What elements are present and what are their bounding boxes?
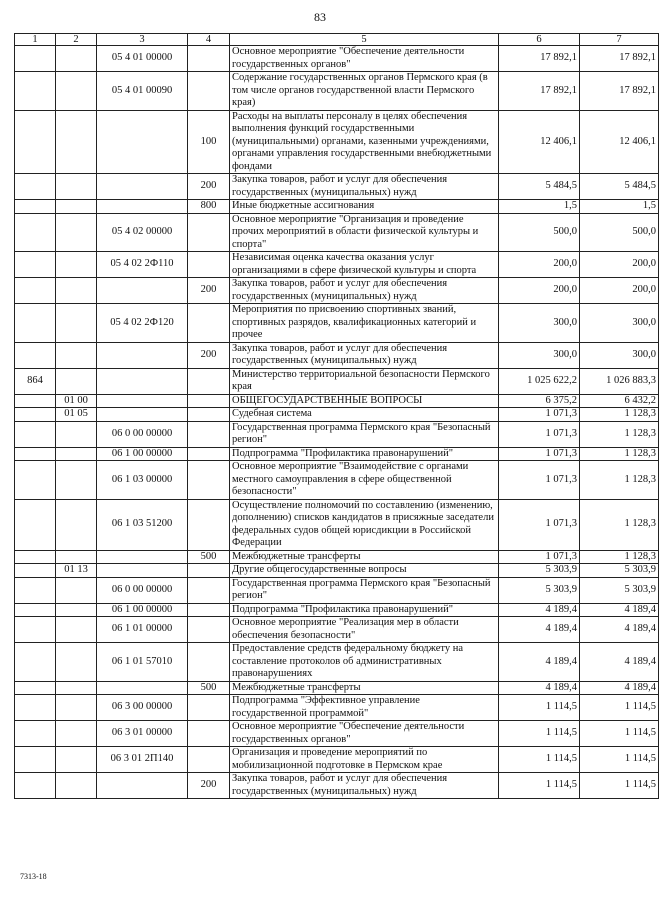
section-cell: [56, 499, 97, 550]
table-row: [15, 252, 659, 278]
name-cell: Основное мероприятие "Реализация мер в области обеспечения безопасности": [230, 617, 499, 643]
name-cell: Мероприятия по присвоению спортивных званий, спортивных разрядов, квалификационных категорий и прочее: [230, 304, 499, 343]
amount-cell: 1 128,3: [580, 421, 659, 447]
target-article-cell: 06 0 00 00000: [97, 421, 188, 447]
table-row: [15, 421, 659, 447]
chapter-cell: [15, 110, 56, 174]
expense-type-cell: [188, 603, 230, 617]
section-cell: [56, 447, 97, 461]
target-article-cell: 06 3 00 00000: [97, 695, 188, 721]
amount-cell: 5 303,9: [580, 564, 659, 578]
section-cell: [56, 213, 97, 252]
amount-cell: 1 114,5: [499, 721, 580, 747]
page-number: 83: [314, 10, 326, 24]
table-row: [15, 304, 659, 343]
name-cell: Закупка товаров, работ и услуг для обеспечения государственных (муниципальных) нужд: [230, 773, 499, 799]
amount-cell: 12 406,1: [580, 110, 659, 174]
expense-type-cell: [188, 721, 230, 747]
chapter-cell: [15, 421, 56, 447]
chapter-cell: [15, 603, 56, 617]
target-article-cell: [97, 550, 188, 564]
amount-cell: 4 189,4: [499, 603, 580, 617]
name-cell: Основное мероприятие "Организация и проведение прочих мероприятий в области физической культуры и спорта": [230, 213, 499, 252]
name-cell: Подпрограмма "Эффективное управление государственной программой": [230, 695, 499, 721]
target-article-cell: [97, 174, 188, 200]
table-row: [15, 174, 659, 200]
expense-type-cell: 200: [188, 278, 230, 304]
target-article-cell: 06 1 03 00000: [97, 461, 188, 500]
chapter-cell: [15, 342, 56, 368]
section-cell: [56, 368, 97, 394]
section-cell: 01 00: [56, 394, 97, 408]
target-article-cell: 06 1 03 51200: [97, 499, 188, 550]
amount-cell: 4 189,4: [499, 643, 580, 682]
name-cell: ОБЩЕГОСУДАРСТВЕННЫЕ ВОПРОСЫ: [230, 394, 499, 408]
amount-cell: 1 128,3: [580, 550, 659, 564]
table-row: [15, 617, 659, 643]
amount-cell: 1 026 883,3: [580, 368, 659, 394]
amount-cell: 5 303,9: [499, 577, 580, 603]
section-cell: [56, 421, 97, 447]
chapter-cell: [15, 46, 56, 72]
amount-cell: 200,0: [580, 252, 659, 278]
amount-cell: 1 071,3: [499, 499, 580, 550]
amount-cell: 1 128,3: [580, 461, 659, 500]
table-row: [15, 564, 659, 578]
table-row: [15, 643, 659, 682]
expense-type-cell: [188, 408, 230, 422]
amount-cell: 300,0: [580, 304, 659, 343]
amount-cell: 1 071,3: [499, 421, 580, 447]
chapter-cell: [15, 174, 56, 200]
chapter-cell: [15, 304, 56, 343]
amount-cell: 1 114,5: [499, 695, 580, 721]
column-header: 2: [56, 34, 97, 46]
amount-cell: 1,5: [580, 200, 659, 214]
table-row: [15, 110, 659, 174]
expense-type-cell: [188, 394, 230, 408]
chapter-cell: [15, 617, 56, 643]
name-cell: Закупка товаров, работ и услуг для обеспечения государственных (муниципальных) нужд: [230, 174, 499, 200]
section-cell: [56, 252, 97, 278]
table-row: [15, 577, 659, 603]
name-cell: Министерство территориальной безопасности Пермского края: [230, 368, 499, 394]
section-cell: [56, 747, 97, 773]
amount-cell: 5 484,5: [580, 174, 659, 200]
expense-type-cell: 100: [188, 110, 230, 174]
table-row: [15, 342, 659, 368]
amount-cell: 500,0: [499, 213, 580, 252]
target-article-cell: 06 1 01 57010: [97, 643, 188, 682]
table-header-row: [15, 34, 659, 46]
amount-cell: 4 189,4: [580, 617, 659, 643]
chapter-cell: [15, 447, 56, 461]
amount-cell: 200,0: [580, 278, 659, 304]
chapter-cell: [15, 213, 56, 252]
amount-cell: 200,0: [499, 278, 580, 304]
column-header: 1: [15, 34, 56, 46]
expense-type-cell: [188, 617, 230, 643]
target-article-cell: 05 4 02 00000: [97, 213, 188, 252]
name-cell: Независимая оценка качества оказания услуг организациями в сфере физической культуры и спорта: [230, 252, 499, 278]
chapter-cell: [15, 773, 56, 799]
section-cell: 01 13: [56, 564, 97, 578]
expense-type-cell: 800: [188, 200, 230, 214]
name-cell: Межбюджетные трансферты: [230, 550, 499, 564]
amount-cell: 17 892,1: [580, 46, 659, 72]
amount-cell: 1 071,3: [499, 408, 580, 422]
table-row: [15, 368, 659, 394]
name-cell: Другие общегосударственные вопросы: [230, 564, 499, 578]
section-cell: [56, 342, 97, 368]
table-row: [15, 550, 659, 564]
section-cell: [56, 200, 97, 214]
table-row: [15, 773, 659, 799]
section-cell: [56, 773, 97, 799]
expense-type-cell: [188, 695, 230, 721]
section-cell: [56, 550, 97, 564]
amount-cell: 300,0: [499, 342, 580, 368]
target-article-cell: 05 4 01 00090: [97, 72, 188, 111]
section-cell: [56, 681, 97, 695]
amount-cell: 1,5: [499, 200, 580, 214]
table-row: [15, 408, 659, 422]
expense-type-cell: [188, 421, 230, 447]
amount-cell: 6 432,2: [580, 394, 659, 408]
chapter-cell: [15, 577, 56, 603]
section-cell: [56, 617, 97, 643]
expense-type-cell: [188, 577, 230, 603]
name-cell: Основное мероприятие "Обеспечение деятельности государственных органов": [230, 721, 499, 747]
amount-cell: 1 114,5: [499, 747, 580, 773]
amount-cell: 1 114,5: [580, 747, 659, 773]
amount-cell: 1 128,3: [580, 499, 659, 550]
name-cell: Закупка товаров, работ и услуг для обеспечения государственных (муниципальных) нужд: [230, 342, 499, 368]
target-article-cell: [97, 773, 188, 799]
amount-cell: 1 114,5: [580, 721, 659, 747]
chapter-cell: [15, 72, 56, 111]
amount-cell: 1 071,3: [499, 447, 580, 461]
chapter-cell: [15, 200, 56, 214]
target-article-cell: 05 4 02 2Ф110: [97, 252, 188, 278]
name-cell: Межбюджетные трансферты: [230, 681, 499, 695]
amount-cell: 4 189,4: [580, 681, 659, 695]
amount-cell: 200,0: [499, 252, 580, 278]
chapter-cell: [15, 252, 56, 278]
amount-cell: 1 025 622,2: [499, 368, 580, 394]
name-cell: Иные бюджетные ассигнования: [230, 200, 499, 214]
amount-cell: 4 189,4: [580, 643, 659, 682]
expense-type-cell: 200: [188, 174, 230, 200]
table-row: [15, 46, 659, 72]
section-cell: 01 05: [56, 408, 97, 422]
amount-cell: 17 892,1: [580, 72, 659, 111]
table-row: [15, 213, 659, 252]
budget-table: [14, 33, 659, 799]
chapter-cell: [15, 394, 56, 408]
target-article-cell: [97, 200, 188, 214]
table-row: [15, 747, 659, 773]
chapter-cell: [15, 550, 56, 564]
table-row: [15, 447, 659, 461]
amount-cell: 1 128,3: [580, 408, 659, 422]
chapter-cell: 864: [15, 368, 56, 394]
amount-cell: 12 406,1: [499, 110, 580, 174]
target-article-cell: 06 1 01 00000: [97, 617, 188, 643]
amount-cell: 6 375,2: [499, 394, 580, 408]
chapter-cell: [15, 408, 56, 422]
expense-type-cell: 200: [188, 773, 230, 799]
amount-cell: 4 189,4: [580, 603, 659, 617]
table-row: [15, 603, 659, 617]
expense-type-cell: 200: [188, 342, 230, 368]
section-cell: [56, 643, 97, 682]
footer-code: 7313-18: [20, 872, 47, 881]
name-cell: Судебная система: [230, 408, 499, 422]
section-cell: [56, 304, 97, 343]
name-cell: Закупка товаров, работ и услуг для обеспечения государственных (муниципальных) нужд: [230, 278, 499, 304]
column-header: 6: [499, 34, 580, 46]
name-cell: Организация и проведение мероприятий по мобилизационной подготовке в Пермском крае: [230, 747, 499, 773]
column-header: 7: [580, 34, 659, 46]
column-header: 4: [188, 34, 230, 46]
expense-type-cell: [188, 564, 230, 578]
table-row: [15, 461, 659, 500]
target-article-cell: 06 3 01 2П140: [97, 747, 188, 773]
amount-cell: 5 484,5: [499, 174, 580, 200]
target-article-cell: [97, 368, 188, 394]
amount-cell: 17 892,1: [499, 46, 580, 72]
section-cell: [56, 174, 97, 200]
chapter-cell: [15, 681, 56, 695]
column-header: 3: [97, 34, 188, 46]
target-article-cell: [97, 278, 188, 304]
expense-type-cell: [188, 252, 230, 278]
expense-type-cell: [188, 46, 230, 72]
name-cell: Содержание государственных органов Пермского края (в том числе органов государственной власти Пермского края): [230, 72, 499, 111]
table-row: [15, 721, 659, 747]
name-cell: Государственная программа Пермского края "Безопасный регион": [230, 577, 499, 603]
target-article-cell: [97, 681, 188, 695]
target-article-cell: [97, 110, 188, 174]
column-header: 5: [230, 34, 499, 46]
expense-type-cell: [188, 747, 230, 773]
expense-type-cell: 500: [188, 550, 230, 564]
target-article-cell: 06 1 00 00000: [97, 447, 188, 461]
name-cell: Государственная программа Пермского края "Безопасный регион": [230, 421, 499, 447]
chapter-cell: [15, 461, 56, 500]
amount-cell: 1 071,3: [499, 461, 580, 500]
amount-cell: 1 128,3: [580, 447, 659, 461]
section-cell: [56, 278, 97, 304]
expense-type-cell: [188, 643, 230, 682]
name-cell: Подпрограмма "Профилактика правонарушений": [230, 603, 499, 617]
amount-cell: 5 303,9: [499, 564, 580, 578]
section-cell: [56, 72, 97, 111]
table-row: [15, 72, 659, 111]
target-article-cell: 06 0 00 00000: [97, 577, 188, 603]
table-row: [15, 695, 659, 721]
expense-type-cell: 500: [188, 681, 230, 695]
amount-cell: 300,0: [499, 304, 580, 343]
name-cell: Расходы на выплаты персоналу в целях обеспечения выполнения функций государственными (муниципальными) органами, казенными учреждениями, органами управления государственными внебюджетными фондами: [230, 110, 499, 174]
amount-cell: 1 114,5: [580, 773, 659, 799]
target-article-cell: [97, 564, 188, 578]
table-row: [15, 499, 659, 550]
amount-cell: 17 892,1: [499, 72, 580, 111]
expense-type-cell: [188, 447, 230, 461]
section-cell: [56, 461, 97, 500]
amount-cell: 1 114,5: [580, 695, 659, 721]
name-cell: Осуществление полномочий по составлению (изменению, дополнению) списков кандидатов в присяжные заседатели федеральных судов общей юрисдикции в Российской Федерации: [230, 499, 499, 550]
chapter-cell: [15, 499, 56, 550]
name-cell: Основное мероприятие "Взаимодействие с органами местного самоуправления в сфере общественной безопасности": [230, 461, 499, 500]
chapter-cell: [15, 643, 56, 682]
target-article-cell: 06 1 00 00000: [97, 603, 188, 617]
table-row: [15, 200, 659, 214]
amount-cell: 4 189,4: [499, 681, 580, 695]
expense-type-cell: [188, 304, 230, 343]
target-article-cell: 05 4 01 00000: [97, 46, 188, 72]
amount-cell: 5 303,9: [580, 577, 659, 603]
target-article-cell: [97, 394, 188, 408]
chapter-cell: [15, 278, 56, 304]
section-cell: [56, 695, 97, 721]
section-cell: [56, 603, 97, 617]
name-cell: Предоставление средств федеральному бюджету на составление протоколов об административных правонарушениях: [230, 643, 499, 682]
expense-type-cell: [188, 499, 230, 550]
amount-cell: 1 071,3: [499, 550, 580, 564]
amount-cell: 4 189,4: [499, 617, 580, 643]
name-cell: Основное мероприятие "Обеспечение деятельности государственных органов": [230, 46, 499, 72]
section-cell: [56, 46, 97, 72]
amount-cell: 300,0: [580, 342, 659, 368]
amount-cell: 500,0: [580, 213, 659, 252]
expense-type-cell: [188, 461, 230, 500]
expense-type-cell: [188, 72, 230, 111]
target-article-cell: [97, 408, 188, 422]
expense-type-cell: [188, 213, 230, 252]
section-cell: [56, 577, 97, 603]
table-body: [15, 46, 659, 799]
chapter-cell: [15, 747, 56, 773]
name-cell: Подпрограмма "Профилактика правонарушений": [230, 447, 499, 461]
section-cell: [56, 721, 97, 747]
chapter-cell: [15, 695, 56, 721]
section-cell: [56, 110, 97, 174]
target-article-cell: 05 4 02 2Ф120: [97, 304, 188, 343]
chapter-cell: [15, 564, 56, 578]
table-row: [15, 681, 659, 695]
expense-type-cell: [188, 368, 230, 394]
table-row: [15, 278, 659, 304]
amount-cell: 1 114,5: [499, 773, 580, 799]
table-row: [15, 394, 659, 408]
target-article-cell: [97, 342, 188, 368]
chapter-cell: [15, 721, 56, 747]
target-article-cell: 06 3 01 00000: [97, 721, 188, 747]
